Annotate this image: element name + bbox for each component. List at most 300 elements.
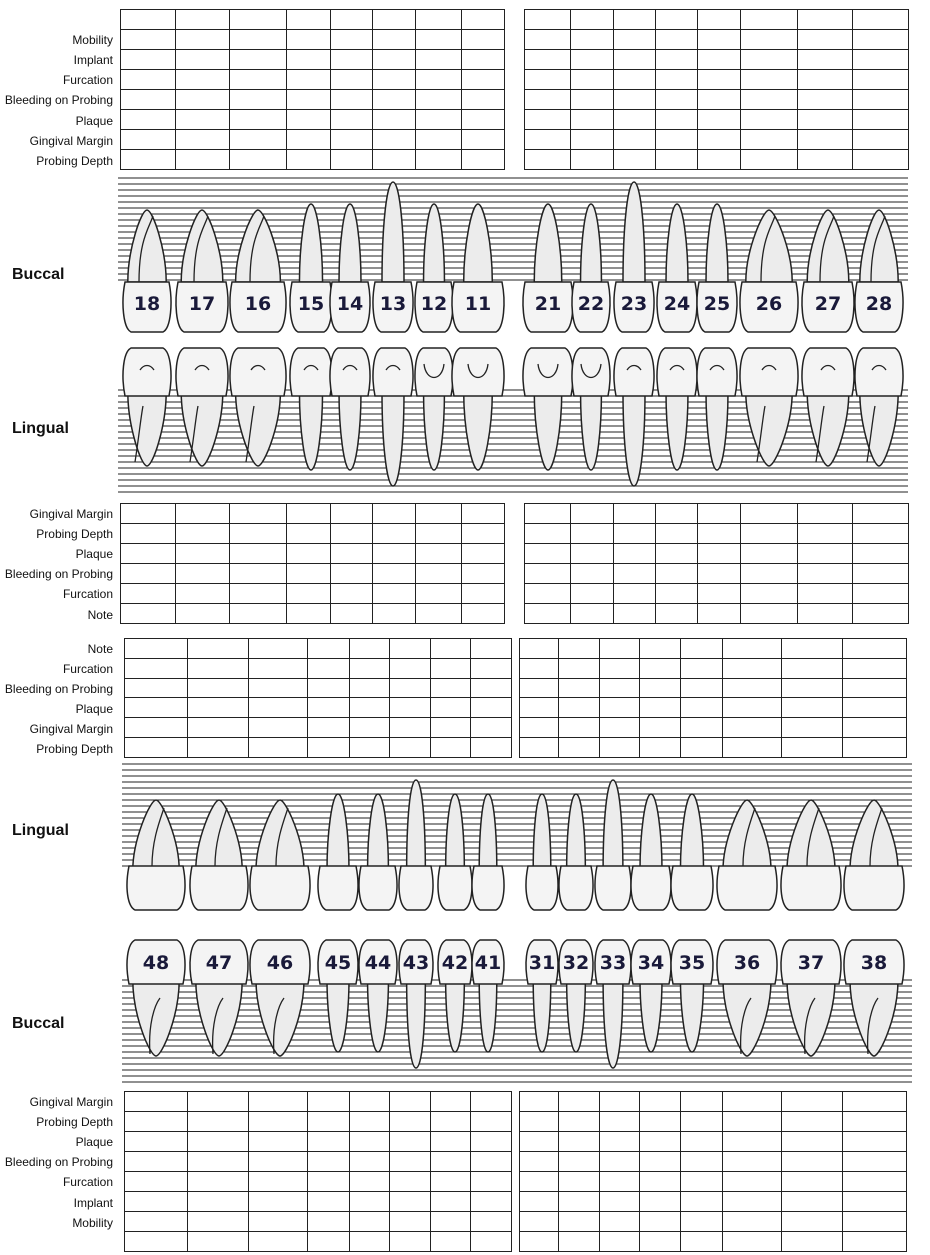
grid-cell[interactable] — [600, 678, 640, 698]
grid-cell[interactable] — [188, 1192, 249, 1212]
grid-cell[interactable] — [121, 90, 176, 110]
grid-cell[interactable] — [741, 70, 798, 90]
grid-cell[interactable] — [176, 110, 230, 130]
grid-cell[interactable] — [559, 678, 600, 698]
grid-cell[interactable] — [798, 30, 853, 50]
grid-cell[interactable] — [614, 30, 656, 50]
grid-cell[interactable] — [571, 584, 614, 604]
grid-cell[interactable] — [698, 70, 741, 90]
grid-cell[interactable] — [188, 658, 249, 678]
grid-cell[interactable] — [782, 678, 843, 698]
grid-cell[interactable] — [843, 1212, 907, 1232]
grid-cell[interactable] — [559, 738, 600, 758]
grid-cell[interactable] — [571, 524, 614, 544]
grid-cell[interactable] — [331, 70, 373, 90]
grid-cell[interactable] — [559, 718, 600, 738]
grid-cell[interactable] — [640, 1172, 681, 1192]
tooth-lingual-32[interactable] — [559, 794, 593, 910]
grid-cell[interactable] — [121, 110, 176, 130]
grid-cell[interactable] — [600, 1112, 640, 1132]
tooth-16[interactable] — [230, 210, 286, 332]
grid-cell[interactable] — [656, 504, 698, 524]
grid-cell[interactable] — [249, 639, 308, 659]
grid-cell[interactable] — [350, 1212, 390, 1232]
grid-cell[interactable] — [525, 524, 571, 544]
grid-cell[interactable] — [559, 1192, 600, 1212]
grid-cell[interactable] — [331, 30, 373, 50]
grid-cell[interactable] — [287, 30, 331, 50]
grid-cell[interactable] — [741, 90, 798, 110]
grid-cell[interactable] — [853, 150, 909, 170]
grid-cell[interactable] — [782, 1212, 843, 1232]
grid-cell[interactable] — [525, 150, 571, 170]
grid-cell[interactable] — [525, 604, 571, 624]
grid-cell[interactable] — [350, 718, 390, 738]
grid-cell[interactable] — [188, 1232, 249, 1252]
grid-cell[interactable] — [176, 30, 230, 50]
grid-cell[interactable] — [843, 1152, 907, 1172]
grid-cell[interactable] — [600, 718, 640, 738]
grid-cell[interactable] — [121, 10, 176, 30]
grid-cell[interactable] — [520, 1132, 559, 1152]
tooth-lingual-15[interactable] — [290, 348, 332, 470]
grid-cell[interactable] — [416, 90, 462, 110]
grid-cell[interactable] — [390, 1132, 431, 1152]
lower-left-buccal-grid[interactable] — [519, 1091, 907, 1252]
grid-cell[interactable] — [416, 30, 462, 50]
grid-cell[interactable] — [798, 150, 853, 170]
grid-cell[interactable] — [331, 90, 373, 110]
tooth-lingual-42[interactable] — [438, 794, 472, 910]
grid-cell[interactable] — [520, 678, 559, 698]
grid-cell[interactable] — [698, 130, 741, 150]
grid-cell[interactable] — [656, 564, 698, 584]
grid-cell[interactable] — [843, 1132, 907, 1152]
tooth-lingual-41[interactable] — [472, 794, 504, 910]
grid-cell[interactable] — [308, 678, 350, 698]
grid-cell[interactable] — [230, 70, 287, 90]
grid-cell[interactable] — [249, 718, 308, 738]
grid-cell[interactable] — [350, 698, 390, 718]
grid-cell[interactable] — [431, 1232, 471, 1252]
grid-cell[interactable] — [390, 1152, 431, 1172]
tooth-lingual-23[interactable] — [614, 348, 654, 486]
grid-cell[interactable] — [230, 604, 287, 624]
grid-cell[interactable] — [782, 1192, 843, 1212]
grid-cell[interactable] — [741, 564, 798, 584]
grid-cell[interactable] — [559, 658, 600, 678]
grid-cell[interactable] — [471, 678, 512, 698]
tooth-45[interactable] — [318, 940, 358, 1052]
grid-cell[interactable] — [431, 678, 471, 698]
grid-cell[interactable] — [188, 1132, 249, 1152]
grid-cell[interactable] — [331, 524, 373, 544]
tooth-34[interactable] — [631, 940, 671, 1052]
grid-cell[interactable] — [520, 1192, 559, 1212]
grid-cell[interactable] — [843, 658, 907, 678]
grid-cell[interactable] — [308, 1132, 350, 1152]
grid-cell[interactable] — [640, 1112, 681, 1132]
grid-cell[interactable] — [431, 658, 471, 678]
grid-cell[interactable] — [798, 584, 853, 604]
grid-cell[interactable] — [350, 1152, 390, 1172]
grid-cell[interactable] — [373, 604, 416, 624]
grid-cell[interactable] — [350, 678, 390, 698]
grid-cell[interactable] — [600, 1092, 640, 1112]
grid-cell[interactable] — [782, 1152, 843, 1172]
grid-cell[interactable] — [520, 1112, 559, 1132]
grid-cell[interactable] — [188, 1152, 249, 1172]
grid-cell[interactable] — [698, 90, 741, 110]
grid-cell[interactable] — [723, 639, 782, 659]
grid-cell[interactable] — [559, 639, 600, 659]
upper-right-measurement-grid[interactable] — [120, 9, 505, 170]
grid-cell[interactable] — [125, 718, 188, 738]
grid-cell[interactable] — [373, 10, 416, 30]
grid-cell[interactable] — [249, 658, 308, 678]
grid-cell[interactable] — [230, 524, 287, 544]
tooth-lingual-16[interactable] — [230, 348, 286, 466]
grid-cell[interactable] — [525, 50, 571, 70]
grid-cell[interactable] — [331, 50, 373, 70]
tooth-13[interactable] — [373, 182, 413, 332]
grid-cell[interactable] — [308, 1232, 350, 1252]
grid-cell[interactable] — [525, 70, 571, 90]
grid-cell[interactable] — [350, 639, 390, 659]
grid-cell[interactable] — [390, 718, 431, 738]
grid-cell[interactable] — [249, 678, 308, 698]
grid-cell[interactable] — [462, 10, 505, 30]
grid-cell[interactable] — [471, 1092, 512, 1112]
grid-cell[interactable] — [853, 604, 909, 624]
grid-cell[interactable] — [125, 658, 188, 678]
grid-cell[interactable] — [287, 110, 331, 130]
grid-cell[interactable] — [798, 564, 853, 584]
tooth-lingual-44[interactable] — [359, 794, 397, 910]
grid-cell[interactable] — [723, 1152, 782, 1172]
grid-cell[interactable] — [331, 604, 373, 624]
grid-cell[interactable] — [416, 10, 462, 30]
grid-cell[interactable] — [741, 10, 798, 30]
grid-cell[interactable] — [390, 658, 431, 678]
grid-cell[interactable] — [121, 564, 176, 584]
grid-cell[interactable] — [525, 130, 571, 150]
grid-cell[interactable] — [798, 110, 853, 130]
grid-cell[interactable] — [853, 110, 909, 130]
tooth-41[interactable] — [472, 940, 504, 1052]
grid-cell[interactable] — [416, 50, 462, 70]
grid-cell[interactable] — [698, 50, 741, 70]
grid-cell[interactable] — [462, 90, 505, 110]
grid-cell[interactable] — [249, 1212, 308, 1232]
grid-cell[interactable] — [287, 524, 331, 544]
grid-cell[interactable] — [308, 698, 350, 718]
grid-cell[interactable] — [640, 1132, 681, 1152]
grid-cell[interactable] — [741, 50, 798, 70]
grid-cell[interactable] — [559, 1232, 600, 1252]
tooth-27[interactable] — [802, 210, 854, 332]
grid-cell[interactable] — [723, 678, 782, 698]
grid-cell[interactable] — [176, 150, 230, 170]
grid-cell[interactable] — [698, 150, 741, 170]
grid-cell[interactable] — [698, 584, 741, 604]
tooth-lingual-48[interactable] — [127, 800, 185, 910]
grid-cell[interactable] — [741, 524, 798, 544]
grid-cell[interactable] — [373, 524, 416, 544]
grid-cell[interactable] — [331, 110, 373, 130]
grid-cell[interactable] — [782, 1132, 843, 1152]
grid-cell[interactable] — [571, 10, 614, 30]
tooth-38[interactable] — [844, 940, 904, 1056]
grid-cell[interactable] — [373, 110, 416, 130]
grid-cell[interactable] — [308, 1092, 350, 1112]
grid-cell[interactable] — [287, 584, 331, 604]
grid-cell[interactable] — [390, 1232, 431, 1252]
grid-cell[interactable] — [462, 110, 505, 130]
tooth-35[interactable] — [671, 940, 713, 1052]
grid-cell[interactable] — [416, 150, 462, 170]
grid-cell[interactable] — [121, 50, 176, 70]
grid-cell[interactable] — [249, 1172, 308, 1192]
grid-cell[interactable] — [656, 10, 698, 30]
grid-cell[interactable] — [462, 50, 505, 70]
grid-cell[interactable] — [125, 678, 188, 698]
grid-cell[interactable] — [249, 698, 308, 718]
grid-cell[interactable] — [798, 10, 853, 30]
tooth-32[interactable] — [559, 940, 593, 1052]
grid-cell[interactable] — [121, 584, 176, 604]
tooth-lingual-46[interactable] — [250, 800, 310, 910]
grid-cell[interactable] — [176, 70, 230, 90]
grid-cell[interactable] — [471, 1152, 512, 1172]
grid-cell[interactable] — [176, 584, 230, 604]
grid-cell[interactable] — [559, 1112, 600, 1132]
grid-cell[interactable] — [462, 150, 505, 170]
grid-cell[interactable] — [571, 564, 614, 584]
grid-cell[interactable] — [350, 1172, 390, 1192]
tooth-26[interactable] — [740, 210, 798, 332]
grid-cell[interactable] — [723, 658, 782, 678]
grid-cell[interactable] — [176, 504, 230, 524]
grid-cell[interactable] — [471, 718, 512, 738]
grid-cell[interactable] — [125, 1192, 188, 1212]
grid-cell[interactable] — [853, 130, 909, 150]
grid-cell[interactable] — [331, 504, 373, 524]
grid-cell[interactable] — [782, 698, 843, 718]
grid-cell[interactable] — [373, 150, 416, 170]
grid-cell[interactable] — [656, 150, 698, 170]
grid-cell[interactable] — [308, 738, 350, 758]
grid-cell[interactable] — [698, 524, 741, 544]
grid-cell[interactable] — [614, 130, 656, 150]
grid-cell[interactable] — [640, 1192, 681, 1212]
grid-cell[interactable] — [287, 150, 331, 170]
grid-cell[interactable] — [176, 564, 230, 584]
grid-cell[interactable] — [373, 564, 416, 584]
grid-cell[interactable] — [843, 639, 907, 659]
grid-cell[interactable] — [614, 10, 656, 30]
grid-cell[interactable] — [471, 1232, 512, 1252]
grid-cell[interactable] — [373, 584, 416, 604]
grid-cell[interactable] — [125, 1092, 188, 1112]
grid-cell[interactable] — [681, 718, 723, 738]
grid-cell[interactable] — [681, 658, 723, 678]
grid-cell[interactable] — [471, 658, 512, 678]
grid-cell[interactable] — [600, 1192, 640, 1212]
grid-cell[interactable] — [843, 718, 907, 738]
grid-cell[interactable] — [741, 110, 798, 130]
tooth-31[interactable] — [526, 940, 558, 1052]
grid-cell[interactable] — [308, 1212, 350, 1232]
grid-cell[interactable] — [600, 1132, 640, 1152]
grid-cell[interactable] — [843, 1192, 907, 1212]
grid-cell[interactable] — [230, 544, 287, 564]
grid-cell[interactable] — [614, 604, 656, 624]
grid-cell[interactable] — [640, 738, 681, 758]
grid-cell[interactable] — [640, 1232, 681, 1252]
grid-cell[interactable] — [350, 1112, 390, 1132]
grid-cell[interactable] — [176, 90, 230, 110]
tooth-lingual-36[interactable] — [717, 800, 777, 910]
grid-cell[interactable] — [853, 504, 909, 524]
tooth-lingual-45[interactable] — [318, 794, 358, 910]
grid-cell[interactable] — [571, 70, 614, 90]
grid-cell[interactable] — [571, 50, 614, 70]
grid-cell[interactable] — [121, 524, 176, 544]
grid-cell[interactable] — [230, 504, 287, 524]
grid-cell[interactable] — [656, 604, 698, 624]
grid-cell[interactable] — [287, 50, 331, 70]
grid-cell[interactable] — [462, 584, 505, 604]
grid-cell[interactable] — [462, 504, 505, 524]
grid-cell[interactable] — [249, 738, 308, 758]
grid-cell[interactable] — [416, 504, 462, 524]
grid-cell[interactable] — [462, 544, 505, 564]
grid-cell[interactable] — [462, 130, 505, 150]
grid-cell[interactable] — [431, 698, 471, 718]
grid-cell[interactable] — [600, 1152, 640, 1172]
grid-cell[interactable] — [431, 1212, 471, 1232]
grid-cell[interactable] — [416, 564, 462, 584]
grid-cell[interactable] — [390, 1112, 431, 1132]
grid-cell[interactable] — [121, 70, 176, 90]
grid-cell[interactable] — [681, 738, 723, 758]
grid-cell[interactable] — [723, 1132, 782, 1152]
grid-cell[interactable] — [723, 698, 782, 718]
grid-cell[interactable] — [782, 1232, 843, 1252]
grid-cell[interactable] — [640, 658, 681, 678]
grid-cell[interactable] — [287, 504, 331, 524]
grid-cell[interactable] — [525, 564, 571, 584]
tooth-lingual-28[interactable] — [855, 348, 903, 466]
grid-cell[interactable] — [798, 524, 853, 544]
grid-cell[interactable] — [249, 1132, 308, 1152]
grid-cell[interactable] — [559, 1212, 600, 1232]
grid-cell[interactable] — [741, 604, 798, 624]
grid-cell[interactable] — [853, 30, 909, 50]
grid-cell[interactable] — [853, 50, 909, 70]
upper-left-measurement-grid[interactable] — [524, 9, 909, 170]
grid-cell[interactable] — [798, 544, 853, 564]
grid-cell[interactable] — [520, 718, 559, 738]
grid-cell[interactable] — [287, 70, 331, 90]
grid-cell[interactable] — [416, 110, 462, 130]
grid-cell[interactable] — [600, 1172, 640, 1192]
grid-cell[interactable] — [188, 718, 249, 738]
grid-cell[interactable] — [331, 10, 373, 30]
grid-cell[interactable] — [741, 150, 798, 170]
tooth-lingual-18[interactable] — [123, 348, 171, 466]
grid-cell[interactable] — [462, 524, 505, 544]
tooth-42[interactable] — [438, 940, 472, 1052]
grid-cell[interactable] — [656, 544, 698, 564]
grid-cell[interactable] — [121, 504, 176, 524]
grid-cell[interactable] — [287, 130, 331, 150]
grid-cell[interactable] — [416, 584, 462, 604]
grid-cell[interactable] — [471, 639, 512, 659]
grid-cell[interactable] — [416, 70, 462, 90]
grid-cell[interactable] — [741, 544, 798, 564]
grid-cell[interactable] — [230, 150, 287, 170]
grid-cell[interactable] — [176, 50, 230, 70]
tooth-lingual-17[interactable] — [176, 348, 228, 466]
tooth-lingual-25[interactable] — [697, 348, 737, 470]
grid-cell[interactable] — [853, 70, 909, 90]
grid-cell[interactable] — [176, 130, 230, 150]
grid-cell[interactable] — [723, 1172, 782, 1192]
grid-cell[interactable] — [723, 738, 782, 758]
grid-cell[interactable] — [614, 524, 656, 544]
grid-cell[interactable] — [390, 698, 431, 718]
grid-cell[interactable] — [471, 698, 512, 718]
grid-cell[interactable] — [350, 1092, 390, 1112]
grid-cell[interactable] — [249, 1152, 308, 1172]
grid-cell[interactable] — [121, 544, 176, 564]
grid-cell[interactable] — [121, 604, 176, 624]
grid-cell[interactable] — [782, 639, 843, 659]
grid-cell[interactable] — [782, 1112, 843, 1132]
grid-cell[interactable] — [640, 698, 681, 718]
tooth-46[interactable] — [250, 940, 310, 1056]
grid-cell[interactable] — [681, 1112, 723, 1132]
grid-cell[interactable] — [681, 1132, 723, 1152]
grid-cell[interactable] — [431, 1132, 471, 1152]
grid-cell[interactable] — [287, 604, 331, 624]
grid-cell[interactable] — [571, 90, 614, 110]
grid-cell[interactable] — [249, 1112, 308, 1132]
grid-cell[interactable] — [656, 90, 698, 110]
grid-cell[interactable] — [681, 1152, 723, 1172]
grid-cell[interactable] — [571, 130, 614, 150]
grid-cell[interactable] — [600, 698, 640, 718]
grid-cell[interactable] — [287, 544, 331, 564]
grid-cell[interactable] — [571, 150, 614, 170]
tooth-37[interactable] — [781, 940, 841, 1056]
grid-cell[interactable] — [640, 1152, 681, 1172]
grid-cell[interactable] — [416, 604, 462, 624]
grid-cell[interactable] — [188, 678, 249, 698]
grid-cell[interactable] — [698, 564, 741, 584]
grid-cell[interactable] — [843, 1112, 907, 1132]
grid-cell[interactable] — [125, 639, 188, 659]
grid-cell[interactable] — [520, 1212, 559, 1232]
grid-cell[interactable] — [559, 1172, 600, 1192]
grid-cell[interactable] — [853, 524, 909, 544]
grid-cell[interactable] — [656, 70, 698, 90]
grid-cell[interactable] — [471, 1192, 512, 1212]
grid-cell[interactable] — [853, 10, 909, 30]
grid-cell[interactable] — [723, 718, 782, 738]
